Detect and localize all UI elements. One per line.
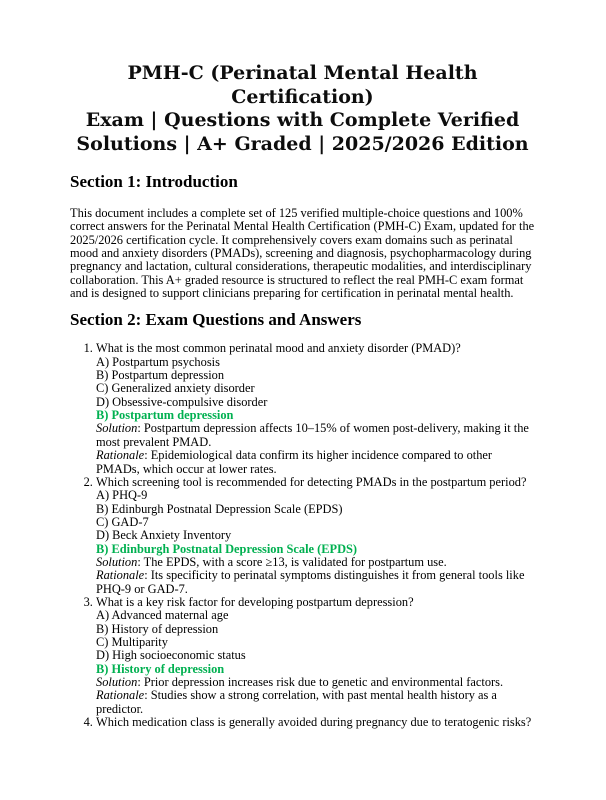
option-line: B) Edinburgh Postnatal Depression Scale (EPDS) [96, 501, 343, 516]
question-text: 1. What is the most common perinatal mood and anxiety disorder (PMAD)? [96, 341, 461, 356]
solution-label: Solution [96, 675, 138, 689]
option-line: B) History of depression [96, 621, 219, 636]
question-text: 3. What is a key risk factor for developing postpartum depression? [96, 594, 414, 609]
solution-line: Solution: The EPDS, with a score ≥13, is validated for postpartum use. [96, 554, 447, 569]
solution-label: Solution [96, 554, 138, 569]
rationale-label: Rationale [96, 688, 145, 703]
question-text: 4. Which medication class is generally avoided during pregnancy due to teratogenic risks? [96, 715, 532, 730]
rationale-label: Rationale [96, 448, 145, 463]
option-line: C) GAD-7 [96, 514, 149, 529]
option-line: B) Postpartum depression [96, 368, 225, 383]
question-text: 2. Which screening tool is recommended for detecting PMADs in the postpartum period? [96, 474, 527, 489]
option-line: A) PHQ-9 [96, 488, 148, 503]
option-line: D) Obsessive-compulsive disorder [96, 394, 268, 409]
question-item [96, 342, 535, 475]
question-item [96, 716, 535, 729]
document-title-line-1: PMH-C (Perinatal Mental Health Certification) [127, 62, 478, 108]
option-line: C) Generalized anxiety disorder [96, 381, 255, 396]
intro-paragraph: This document includes a complete set of 125 verified multiple-choice questions and 100% correct answers for the Perinatal Mental Health Certification (PMH-C) Exam, updated for the 2025/2026 certification cycle. It comprehensively covers exam domains such as perinatal mood and anxiety disorders (PMADs), screening and diagnosis, psychopharmacology during pregnancy and lactation, cultural considerations, therapeutic modalities, and interdisciplinary collaboration. This A+ graded resource is structured to reflect the real PMH-C exam format and is designed to support clinicians preparing for certification in perinatal mental health. [70, 206, 535, 301]
option-line: D) High socioeconomic status [96, 648, 246, 663]
document-title-line-3: Solutions | A+ Graded | 2025/2026 Edition [76, 132, 529, 155]
question-item [96, 476, 535, 596]
rationale-line: Rationale: Its specificity to perinatal symptoms distinguishes it from general tools like PHQ-9 or GAD-7. [96, 568, 525, 596]
section-2-heading: Section 2: Exam Questions and Answers [70, 310, 362, 330]
section-1-heading: Section 1: Introduction [70, 172, 238, 191]
document-title-line-2: Exam | Questions with Complete Verified [85, 109, 520, 131]
solution-line: Solution: Prior depression increases risk due to genetic and environmental factors. [96, 675, 504, 689]
solution-line: Solution: Postpartum depression affects 10–15% of women post-delivery, making it the most prevalent PMAD. [96, 421, 529, 449]
answer-line: B) Edinburgh Postnatal Depression Scale (EPDS) [96, 541, 358, 556]
option-line: A) Postpartum psychosis [96, 354, 220, 369]
questions-list [70, 342, 535, 729]
question-item [96, 596, 535, 716]
answer-line: B) Postpartum depression [96, 408, 234, 423]
solution-label: Solution [96, 421, 138, 436]
rationale-label: Rationale [96, 568, 145, 583]
option-line: C) Multiparity [96, 634, 168, 649]
answer-line: B) History of depression [96, 661, 225, 676]
option-line: A) Advanced maternal age [96, 608, 229, 623]
rationale-line: Rationale: Studies show a strong correlation, with past mental health history as a predictor. [96, 688, 497, 716]
document-title [70, 62, 535, 156]
option-line: D) Beck Anxiety Inventory [96, 528, 232, 543]
rationale-line: Rationale: Epidemiological data confirm its higher incidence compared to other PMADs, which occur at lower rates. [96, 448, 493, 476]
